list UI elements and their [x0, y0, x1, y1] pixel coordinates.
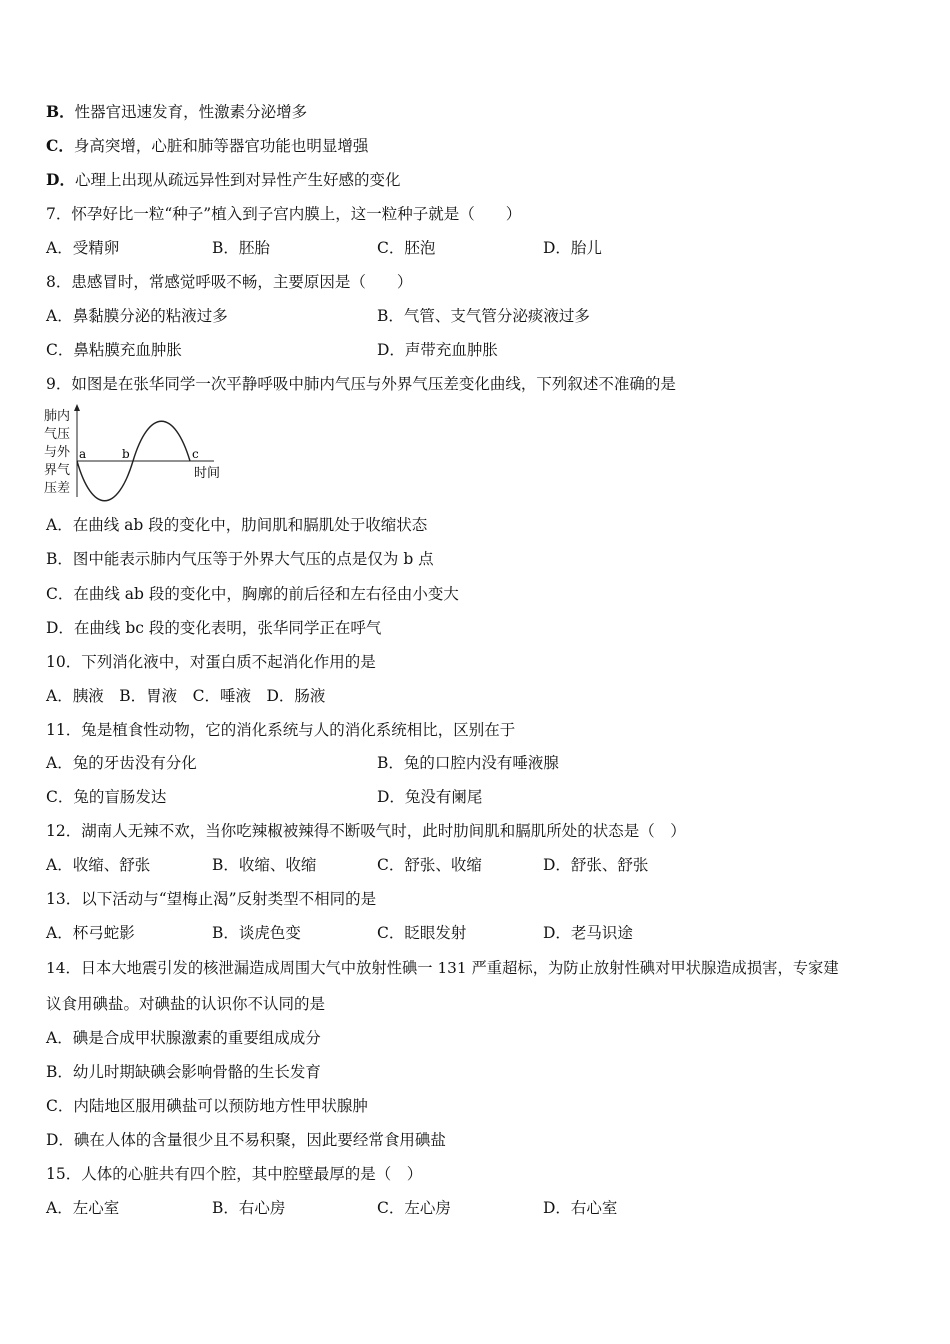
q14-stem-line2: 议食用碘盐。对碘盐的认识你不认同的是 [46, 995, 326, 1013]
q11-option-d: D．兔没有阑尾 [377, 788, 483, 806]
q12-option-b: B．收缩、收缩 [212, 856, 317, 874]
q8-option-a: A．鼻黏膜分泌的粘液过多 [46, 307, 228, 325]
q7-option-d: D．胎儿 [543, 239, 602, 257]
q14-stem-line1: 14．日本大地震引发的核泄漏造成周围大气中放射性碘一 131 严重超标，为防止放射性碘对甲状腺造成损害，专家建 [46, 959, 839, 977]
q11-option-c: C．兔的盲肠发达 [46, 788, 167, 806]
q9-option-d: D．在曲线 bc 段的变化表明，张华同学正在呼气 [46, 619, 382, 637]
q7-stem: 7．怀孕好比一粒“种子”植入到子宫内膜上，这一粒种子就是（ ） [46, 205, 522, 223]
prev-option-c: C．身高突增，心脏和肺等器官功能也明显增强 [46, 136, 369, 155]
graph-ylabel-1: 肺内 [44, 409, 71, 424]
q7-option-c: C．胚泡 [377, 239, 436, 257]
q7-option-a: A．受精卵 [46, 239, 120, 257]
q15-option-b: B．右心房 [212, 1199, 286, 1217]
q13-option-a: A．杯弓蛇影 [46, 924, 135, 942]
q8-option-d: D．声带充血肿胀 [377, 341, 498, 359]
graph-ylabel-4: 界气 [44, 463, 71, 478]
q13-option-d: D．老马识途 [543, 924, 633, 942]
q9-stem: 9．如图是在张华同学一次平静呼吸中肺内气压与外界气压差变化曲线，下列叙述不准确的是 [46, 375, 676, 393]
q7-option-b: B．胚胎 [212, 239, 270, 257]
q15-option-d: D．右心室 [543, 1199, 618, 1217]
graph-y-arrow [74, 404, 80, 411]
graph-point-a: a [79, 447, 87, 461]
graph-svg [0, 0, 240, 520]
graph-ylabel-2: 气压 [44, 427, 71, 442]
q13-option-b: B．谈虎色变 [212, 924, 301, 942]
q13-stem: 13．以下活动与“望梅止渴”反射类型不相同的是 [46, 890, 377, 908]
q15-option-a: A．左心室 [46, 1199, 120, 1217]
q10-options: A．胰液 B．胃液 C．唾液 D．肠液 [46, 687, 326, 705]
q12-option-c: C．舒张、收缩 [377, 856, 482, 874]
q14-option-d: D．碘在人体的含量很少且不易积聚，因此要经常食用碘盐 [46, 1131, 446, 1149]
q12-option-d: D．舒张、舒张 [543, 856, 649, 874]
q15-option-c: C．左心房 [377, 1199, 451, 1217]
graph-xlabel: 时间 [194, 466, 221, 481]
q11-stem: 11．兔是植食性动物，它的消化系统与人的消化系统相比，区别在于 [46, 721, 516, 739]
q10-stem: 10．下列消化液中，对蛋白质不起消化作用的是 [46, 653, 376, 671]
graph-ylabel-5: 压差 [44, 481, 71, 496]
q13-option-c: C．眨眼发射 [377, 924, 467, 942]
q14-option-b: B．幼儿时期缺碘会影响骨骼的生长发育 [46, 1063, 321, 1081]
prev-option-b: B．性器官迅速发育，性激素分泌增多 [46, 102, 308, 121]
q12-stem: 12．湖南人无辣不欢，当你吃辣椒被辣得不断吸气时，此时肋间肌和膈肌所处的状态是（ ） [46, 822, 686, 840]
q8-option-c: C．鼻粘膜充血肿胀 [46, 341, 182, 359]
q12-option-a: A．收缩、舒张 [46, 856, 151, 874]
q14-option-a: A．碘是合成甲状腺激素的重要组成成分 [46, 1029, 321, 1047]
graph-point-c: c [192, 447, 199, 461]
q8-option-b: B．气管、支气管分泌痰液过多 [377, 307, 590, 325]
q11-option-a: A．兔的牙齿没有分化 [46, 754, 197, 772]
graph-point-b: b [122, 447, 130, 461]
prev-option-d: D．心理上出现从疏远异性到对异性产生好感的变化 [46, 170, 401, 189]
q9-option-a: A．在曲线 ab 段的变化中，肋间肌和膈肌处于收缩状态 [46, 516, 428, 534]
graph-ylabel-3: 与外 [44, 445, 71, 460]
q15-stem: 15．人体的心脏共有四个腔，其中腔壁最厚的是（ ） [46, 1165, 423, 1183]
q9-option-c: C．在曲线 ab 段的变化中，胸廓的前后径和左右径由小变大 [46, 585, 459, 603]
q9-option-b: B．图中能表示肺内气压等于外界大气压的点是仅为 b 点 [46, 550, 434, 568]
q14-option-c: C．内陆地区服用碘盐可以预防地方性甲状腺肿 [46, 1097, 368, 1115]
q11-option-b: B．兔的口腔内没有唾液腺 [377, 754, 559, 772]
q8-stem: 8．患感冒时，常感觉呼吸不畅，主要原因是（ ） [46, 273, 413, 291]
